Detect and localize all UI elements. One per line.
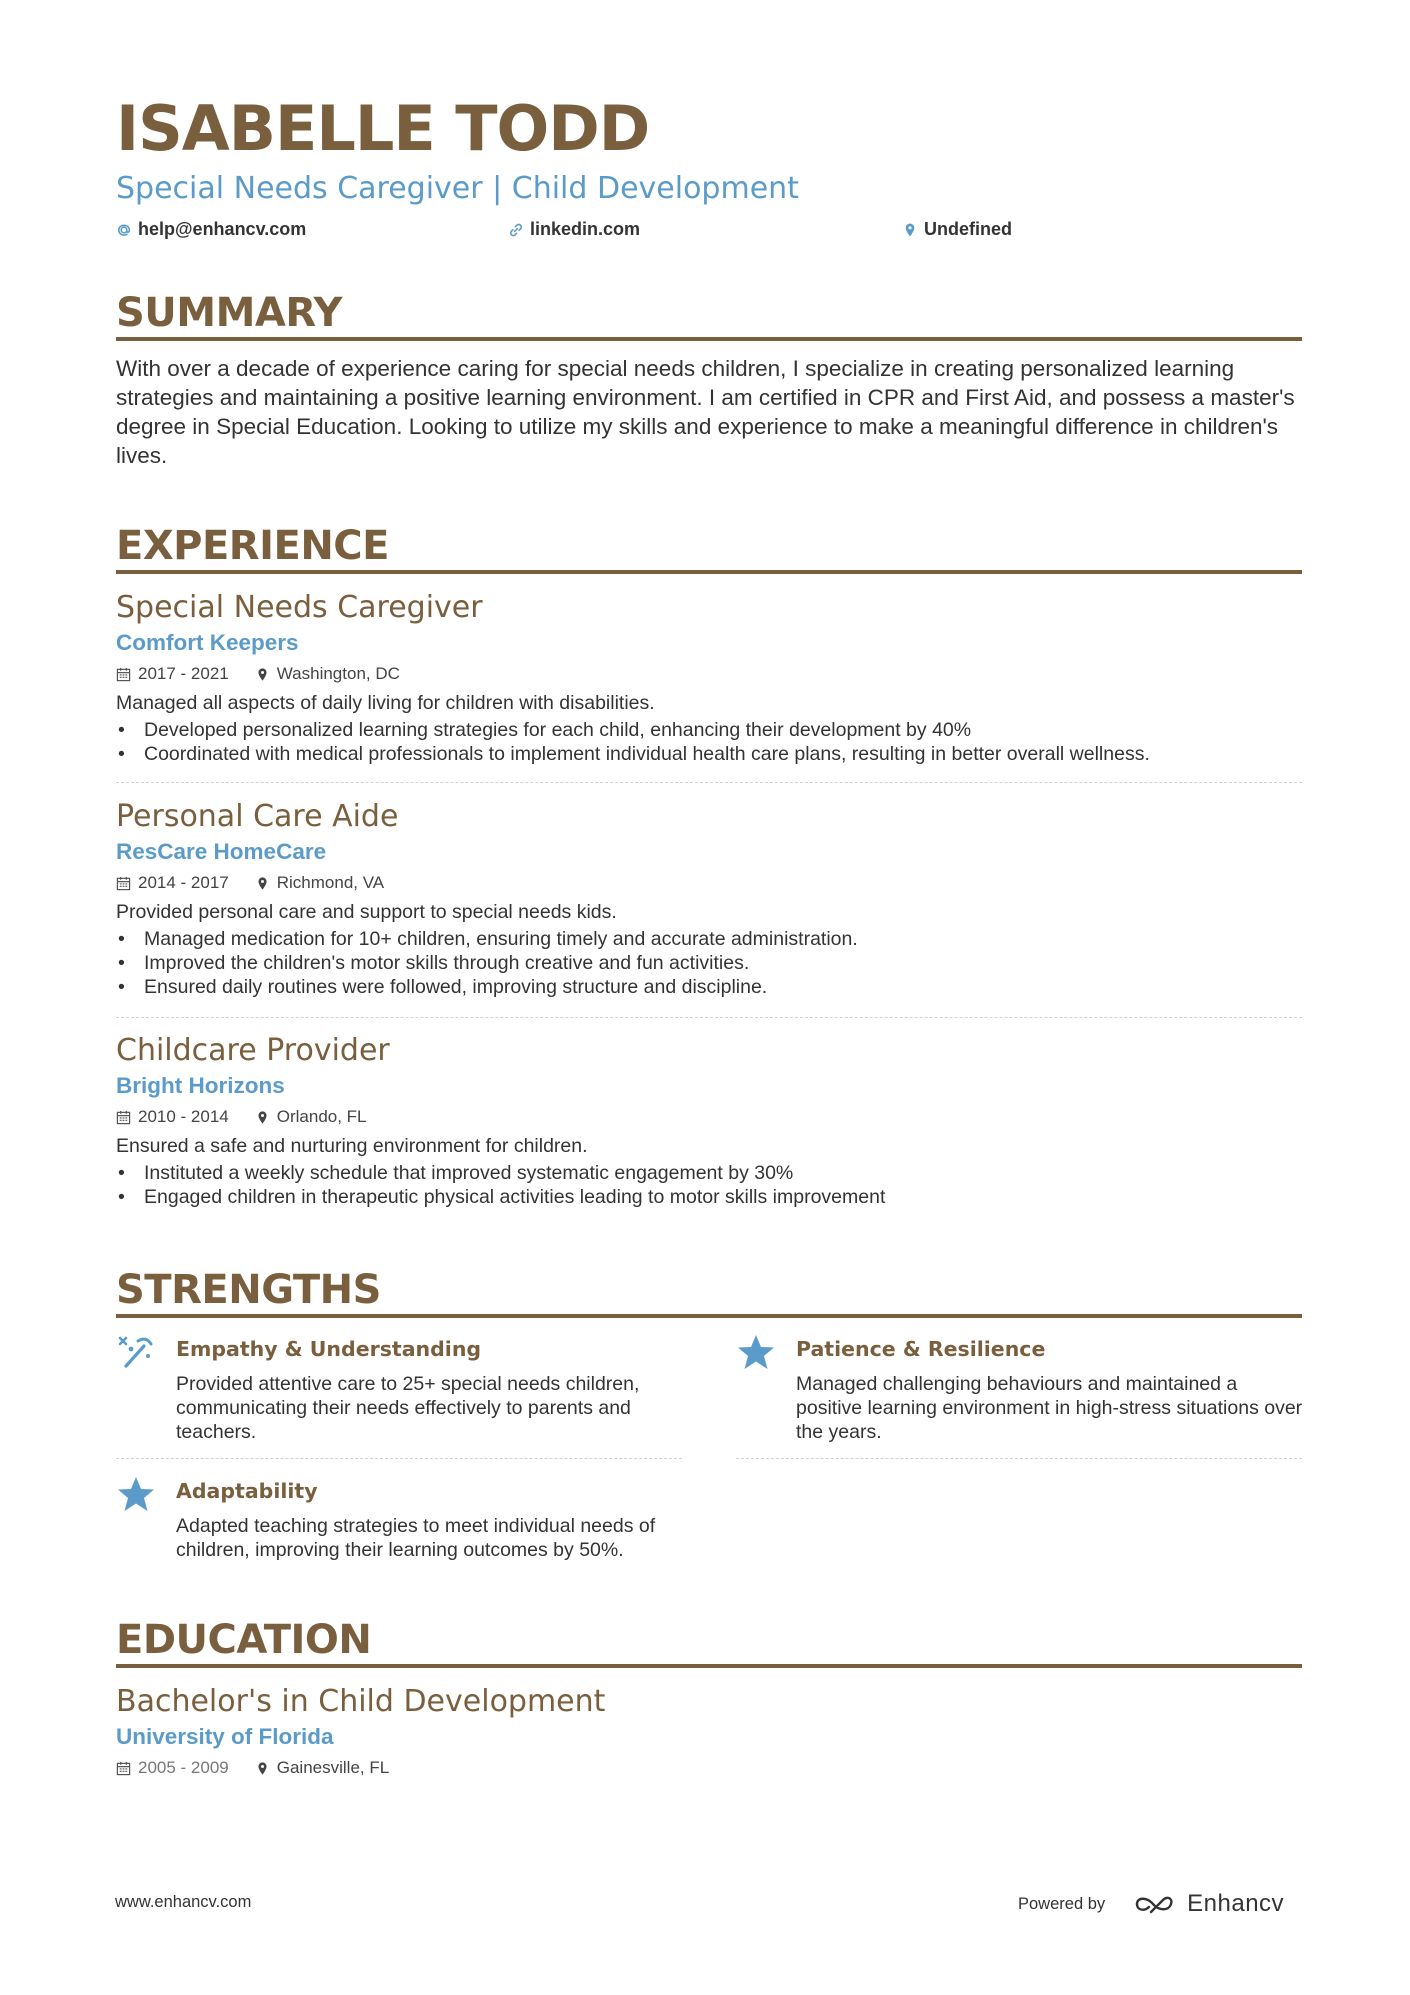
education-entry	[116, 1684, 1302, 1780]
job-bullet: • Improved the children's motor skills through creative and fun activities.	[116, 951, 1302, 975]
job-location: Orlando, FL	[255, 1107, 367, 1127]
star-icon	[116, 1474, 156, 1514]
strength-divider	[736, 1458, 1302, 1459]
job-company: Bright Horizons	[116, 1073, 285, 1098]
job-description: Ensured a safe and nurturing environment for children.	[116, 1135, 588, 1157]
contact-location	[902, 219, 1012, 240]
experience-heading: EXPERIENCE	[116, 523, 389, 569]
job-dates: 2010 - 2014	[116, 1107, 229, 1127]
strength-title: Empathy & Understanding	[176, 1337, 482, 1361]
map-pin-icon	[255, 667, 270, 682]
calendar-icon	[116, 1761, 131, 1776]
education-degree: Bachelor's in Child Development	[116, 1684, 606, 1719]
experience-rule	[116, 570, 1302, 574]
job-company: ResCare HomeCare	[116, 839, 327, 864]
map-pin-icon	[255, 876, 270, 891]
job-bullet: • Ensured daily routines were followed, improving structure and discipline.	[116, 975, 1302, 999]
job-bullets	[116, 927, 1302, 999]
job-divider	[116, 1017, 1302, 1018]
job-role: Special Needs Caregiver	[116, 590, 483, 625]
contact-bar	[116, 219, 1302, 243]
strength-divider	[116, 1458, 682, 1459]
job-bullet: • Coordinated with medical professionals to implement individual health care plans, resulting in better overall wellness.	[116, 742, 1302, 766]
job-description: Managed all aspects of daily living for children with disabilities.	[116, 692, 655, 714]
education-meta	[116, 1756, 1302, 1780]
job-meta	[116, 1105, 1302, 1129]
enhancv-logo[interactable]	[1133, 1890, 1284, 1918]
summary-text: With over a decade of experience caring for special needs children, I specialize in creating personalized learning strategies and maintaining a positive learning environment. I am certified in CPR and First Aid, and possess a master's degree in Special Education. Looking to utilize my skills and experience to make a meaningful difference in children's lives.	[116, 356, 1295, 468]
calendar-icon	[116, 667, 131, 682]
powered-by-label: Powered by	[1018, 1894, 1106, 1913]
candidate-title: Special Needs Caregiver | Child Development	[116, 171, 799, 206]
job-bullet: • Engaged children in therapeutic physical activities leading to motor skills improvement	[116, 1185, 1302, 1209]
job-bullets	[116, 718, 1302, 766]
calendar-icon	[116, 1110, 131, 1125]
job-bullet: • Managed medication for 10+ children, ensuring timely and accurate administration.	[116, 927, 1302, 951]
map-pin-icon	[902, 222, 918, 238]
job-bullets	[116, 1161, 1302, 1209]
job-description: Provided personal care and support to special needs kids.	[116, 901, 617, 923]
footer-powered	[1018, 1890, 1284, 1918]
calendar-icon	[116, 876, 131, 891]
job-divider	[116, 782, 1302, 783]
strength-title: Patience & Resilience	[796, 1337, 1046, 1361]
at-icon	[116, 222, 132, 238]
magic-wand-icon	[116, 1332, 156, 1372]
link-icon	[508, 222, 524, 238]
job-role: Personal Care Aide	[116, 799, 399, 834]
footer-website[interactable]: www.enhancv.com	[115, 1893, 252, 1911]
job-dates: 2014 - 2017	[116, 873, 229, 893]
job-meta	[116, 662, 1302, 686]
brand-text: Enhancv	[1187, 1890, 1285, 1917]
contact-linkedin[interactable]	[508, 219, 640, 240]
education-dates: 2005 - 2009	[116, 1758, 229, 1778]
education-school: University of Florida	[116, 1724, 334, 1749]
job-location: Washington, DC	[255, 664, 400, 684]
email-text: help@enhancv.com	[138, 219, 307, 239]
job-role: Childcare Provider	[116, 1033, 390, 1068]
strength-description: Adapted teaching strategies to meet individual needs of children, improving their learning outcomes by 50%.	[176, 1515, 656, 1561]
strengths-heading: STRENGTHS	[116, 1267, 381, 1313]
education-heading: EDUCATION	[116, 1617, 372, 1663]
job-bullet: • Developed personalized learning strategies for each child, enhancing their development by 40%	[116, 718, 1302, 742]
linkedin-text: linkedin.com	[530, 219, 641, 239]
location-text: Undefined	[924, 219, 1012, 239]
map-pin-icon	[255, 1761, 270, 1776]
job-bullet: • Instituted a weekly schedule that improved systematic engagement by 30%	[116, 1161, 1302, 1185]
summary-heading: SUMMARY	[116, 290, 342, 336]
job-location: Richmond, VA	[255, 873, 384, 893]
job-dates: 2017 - 2021	[116, 664, 229, 684]
job-meta	[116, 871, 1302, 895]
star-icon	[736, 1332, 776, 1372]
strength-description: Managed challenging behaviours and maintained a positive learning environment in high-stress situations over the years.	[796, 1373, 1303, 1443]
job-entry	[116, 590, 1302, 766]
education-rule	[116, 1664, 1302, 1668]
strength-title: Adaptability	[176, 1479, 318, 1503]
job-entry	[116, 799, 1302, 999]
education-location: Gainesville, FL	[255, 1758, 389, 1778]
summary-rule	[116, 337, 1302, 341]
map-pin-icon	[255, 1110, 270, 1125]
contact-email[interactable]	[116, 219, 306, 240]
strength-description: Provided attentive care to 25+ special needs children, communicating their needs effectively to parents and teachers.	[176, 1373, 640, 1443]
enhancv-logo-icon	[1133, 1892, 1179, 1916]
strengths-rule	[116, 1314, 1302, 1318]
job-entry	[116, 1033, 1302, 1209]
job-company: Comfort Keepers	[116, 630, 299, 655]
candidate-name: ISABELLE TODD	[116, 92, 650, 165]
